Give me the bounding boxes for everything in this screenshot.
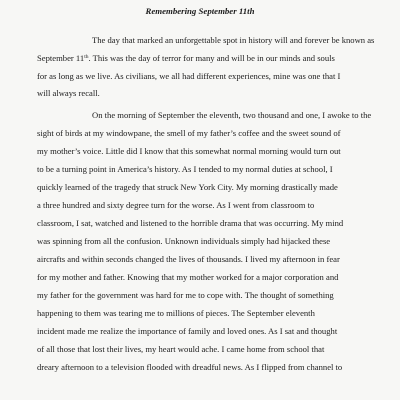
text-line: a three hundred and sixty degree turn for the worse. As I went from classroom to [37,200,315,210]
text-line: will always recall. [37,88,100,98]
text-line [37,53,335,63]
text-line: was spinning from all the confusion. Unknown individuals simply had hijacked these [37,236,331,246]
text-line: my mother’s voice. Little did I know that this somewhat normal morning would turn out [37,146,341,156]
text-line: to be a turning point in America’s history. As I tended to my normal duties at school, I [37,164,333,174]
text-fragment: . This was the day of terror for many and will be in our minds and souls [88,53,335,63]
text-line: for as long as we live. As civilians, we all had different experiences, mine was one that I [37,71,341,81]
text-line: quickly learned of the tragedy that struck New York City. My morning drastically made [37,182,338,192]
text-line: happening to them was tearing me to millions of pieces. The September eleventh [37,308,315,318]
text-line: aircrafts and within seconds changed the lives of thousands. I lived my afternoon in fear [37,254,340,264]
superscript: th [84,54,89,60]
text-line: sight of birds at my windowpane, the smell of my father’s coffee and the sweet sound of [37,128,341,138]
text-line: classroom, I sat, watched and listened to the horrible drama that was occurring. My mind [37,218,344,228]
text-fragment: September 11 [37,53,85,63]
document-title: Remembering September 11th [145,6,255,16]
text-line: On the morning of September the eleventh, two thousand and one, I awoke to the [92,110,372,120]
text-line: incident made me realize the importance of family and loved ones. As I sat and thought [37,326,338,336]
text-line: for my mother and father. Knowing that my mother worked for a major corporation and [37,272,339,282]
text-line: of all those that lost their lives, my heart would ache. I came home from school that [37,344,325,354]
text-line: The day that marked an unforgettable spot in history will and forever be known as [92,35,375,45]
text-line: dreary afternoon to a television flooded with dreadful news. As I flipped from channel to [37,362,343,372]
text-line: my father for the government was hard for me to cope with. The thought of something [37,290,334,300]
